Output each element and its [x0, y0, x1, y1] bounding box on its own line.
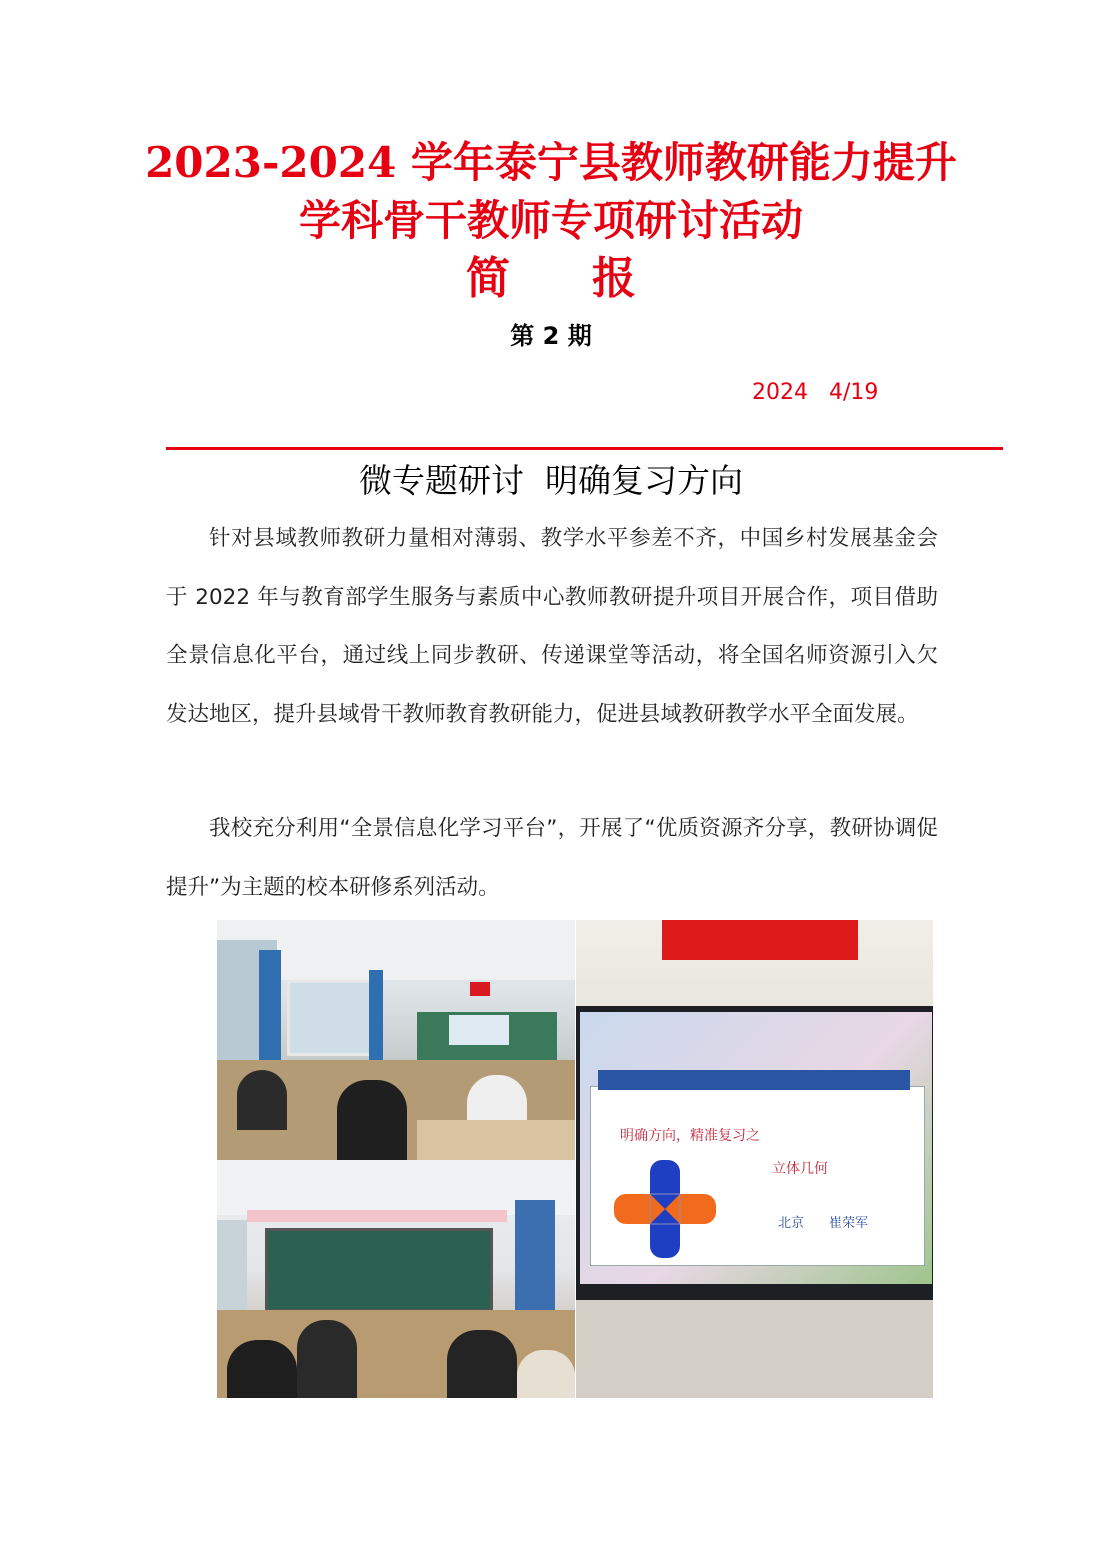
article-heading: 微专题研讨 明确复习方向	[359, 461, 743, 500]
report-title-line2: 学科骨干教师专项研讨活动	[298, 196, 803, 245]
slide-topic: 立体几何	[772, 1161, 828, 1177]
slide-heading: 明确方向，精准复习之	[620, 1128, 760, 1144]
classroom-photo-2	[217, 1160, 575, 1398]
slide-place: 北京	[778, 1216, 805, 1231]
slide-teacher: 崔荣军	[829, 1216, 869, 1231]
article-paragraph-2: 我校充分利用“全景信息化学习平台”，开展了“优质资源齐分享，教研协调促提升”为主题的校本研修系列活动。	[166, 816, 938, 900]
geometry-figure-icon	[610, 1158, 720, 1260]
report-title-line3: 简报	[466, 253, 718, 304]
article-paragraph-1: 针对县域教师教研力量相对薄弱、教学水平参差不齐，中国乡村发展基金会于 2022 年与教育部学生服务与素质中心教师教研提升项目开展合作，项目借助全景信息化平台，通过线上同步教研、传递课堂等活动，将全国名师资源引入欠发达地区，提升县域骨干教师教育教研能力，促进县域教研教学水平全面发展。	[166, 526, 938, 727]
red-divider	[166, 447, 1003, 450]
issue-number: 第 2 期	[510, 322, 592, 350]
classroom-photo-1	[217, 920, 575, 1160]
report-date: 2024 4/19	[752, 380, 879, 405]
screen-slide-photo	[576, 920, 933, 1398]
report-title-line1: 2023-2024 学年泰宁县教师教研能力提升	[145, 138, 957, 187]
